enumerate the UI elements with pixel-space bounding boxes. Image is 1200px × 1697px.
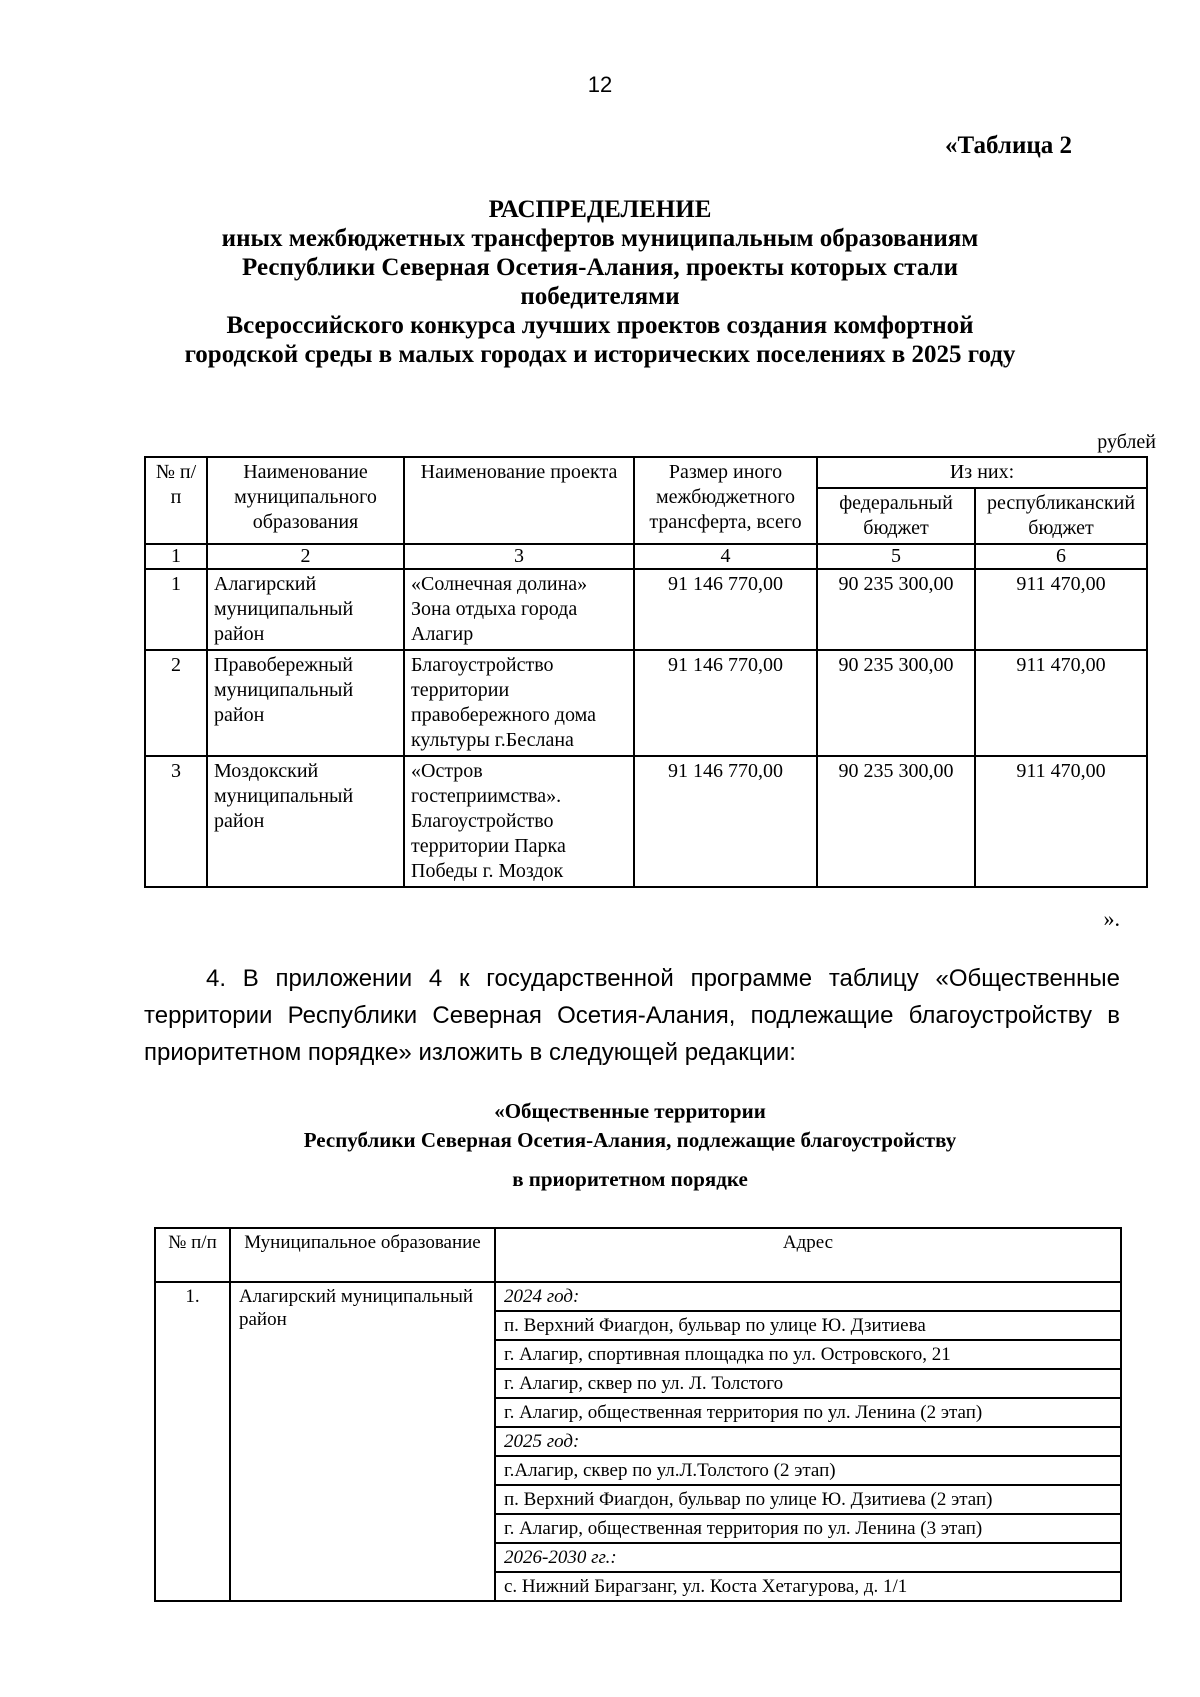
title-line-2: иных межбюджетных трансфертов муниципальным образованиям [221,225,979,252]
row-federal: 90 235 300,00 [817,569,975,650]
header-project: Наименование проекта [404,457,634,544]
address-cell: г. Алагир, общественная территория по ул. Ленина (3 этап) [495,1514,1121,1543]
col-number: 6 [975,544,1147,569]
row-num: 3 [145,756,207,887]
header-address: Адрес [495,1228,1121,1282]
header-total: Размер иного межбюджетного трансферта, всего [634,457,817,544]
address-cell: с. Нижний Бирагзанг, ул. Коста Хетагурова, д. 1/1 [495,1572,1121,1601]
address-cell: п. Верхний Фиагдон, бульвар по улице Ю. Дзитиева [495,1311,1121,1340]
section-title [150,1097,1110,1194]
table-header-row [155,1228,1121,1282]
page-number: 12 [587,72,613,97]
header-municipality: Муниципальное образование [230,1228,495,1282]
address-year: 2026-2030 гг.: [495,1543,1121,1572]
column-numbers-row [145,544,1147,569]
paragraph-text: 4. В приложении 4 к государственной программе таблицу «Общественные территории Республики Северная Осетия-Алания, подлежащие благоустройству в приоритетном порядке» изложить в следующей редакции: [144,965,1120,1066]
address-cell: г. Алагир, сквер по ул. Л. Толстого [495,1369,1121,1398]
address-cell: г.Алагир, сквер по ул.Л.Толстого (2 этап) [495,1456,1121,1485]
row-num: 1. [155,1282,230,1601]
col-number: 4 [634,544,817,569]
section-title-line-1: «Общественные территории [494,1099,766,1123]
col-number: 2 [207,544,404,569]
address-cell: г. Алагир, общественная территория по ул. Ленина (2 этап) [495,1398,1121,1427]
row-project: «Остров гостеприимства». Благоустройство территории Парка Победы г. Моздок [404,756,634,887]
section-title-line-3: в приоритетном порядке [512,1167,748,1191]
header-num: № п/п [145,457,207,544]
table-row [145,569,1147,650]
row-project: «Солнечная долина» Зона отдыха города Алагир [404,569,634,650]
transfers-table [144,456,1148,888]
row-total: 91 146 770,00 [634,756,817,887]
col-number: 3 [404,544,634,569]
header-republic: республиканский бюджет [975,488,1147,544]
table-row [155,1282,1121,1311]
row-republic: 911 470,00 [975,650,1147,756]
address-cell: г. Алагир, спортивная площадка по ул. Островского, 21 [495,1340,1121,1369]
document-title [130,195,1070,369]
address-cell: п. Верхний Фиагдон, бульвар по улице Ю. Дзитиева (2 этап) [495,1485,1121,1514]
header-federal: федеральный бюджет [817,488,975,544]
row-total: 91 146 770,00 [634,650,817,756]
title-line-4: победителями [520,283,680,310]
row-municipality: Алагирский муниципальный район [207,569,404,650]
row-project: Благоустройство территории правобережного дома культуры г.Беслана [404,650,634,756]
units-label: рублей [1097,431,1156,453]
title-line-1: РАСПРЕДЕЛЕНИЕ [488,196,712,223]
row-num: 1 [145,569,207,650]
title-line-6: городской среды в малых городах и исторических поселениях в 2025 году [184,341,1016,368]
header-num: № п/п [155,1228,230,1282]
row-municipality: Правобережный муниципальный район [207,650,404,756]
address-year: 2024 год: [495,1282,1121,1311]
col-number: 5 [817,544,975,569]
title-line-5: Всероссийского конкурса лучших проектов создания комфортной [226,312,974,339]
table-row [145,650,1147,756]
title-line-3: Республики Северная Осетия-Алания, проекты которых стали [242,254,958,281]
territories-table [154,1227,1122,1602]
section-title-line-2: Республики Северная Осетия-Алания, подлежащие благоустройству [303,1128,957,1152]
row-total: 91 146 770,00 [634,569,817,650]
table-row [145,756,1147,887]
row-republic: 911 470,00 [975,569,1147,650]
table-reference: «Таблица 2 [944,132,1072,159]
row-republic: 911 470,00 [975,756,1147,887]
table-header-row [145,457,1147,488]
closing-quote: ». [1103,906,1120,931]
row-federal: 90 235 300,00 [817,756,975,887]
row-federal: 90 235 300,00 [817,650,975,756]
row-municipality: Моздокский муниципальный район [207,756,404,887]
address-year: 2025 год: [495,1427,1121,1456]
header-of-which: Из них: [817,457,1147,488]
row-num: 2 [145,650,207,756]
header-municipality: Наименование муниципального образования [207,457,404,544]
col-number: 1 [145,544,207,569]
body-paragraph [144,960,1120,1071]
row-municipality: Алагирский муниципальный район [230,1282,495,1601]
